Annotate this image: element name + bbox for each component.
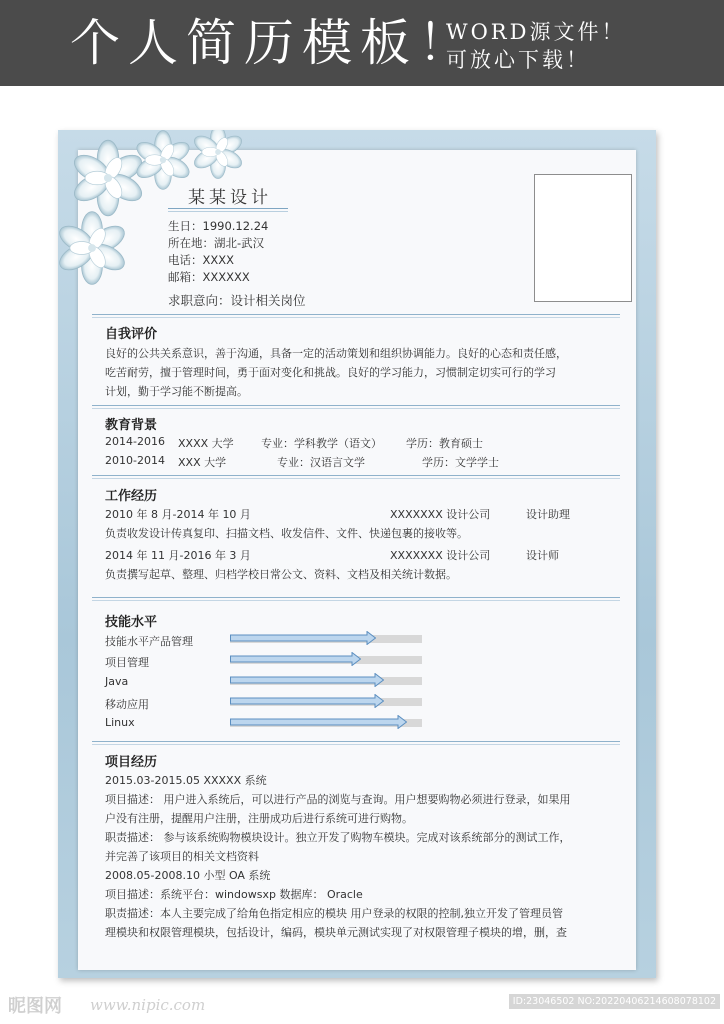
name-underline-2 [168, 211, 288, 212]
watermark-footer [0, 988, 724, 1024]
top-banner [0, 0, 724, 86]
skill-label: 移动应用 [105, 698, 149, 711]
photo-placeholder [534, 174, 632, 302]
divider [92, 317, 620, 318]
education-title: 教育背景 [105, 418, 158, 433]
phone: 电话：XXXX [168, 253, 235, 267]
divider [92, 405, 620, 406]
candidate-name: 某某设计 [188, 188, 272, 208]
self-eval-line: 计划，勤于学习能不断提高。 [105, 385, 248, 398]
job-period: 2014 年 11 月-2016 年 3 月 [105, 549, 251, 562]
job-company: XXXXXXX 设计公司 [390, 549, 491, 562]
self-eval-line: 良好的公共关系意识，善于沟通，具备一定的活动策划和组织协调能力。良好的心态和责任感， [105, 347, 567, 360]
location: 所在地：湖北-武汉 [168, 236, 265, 250]
divider [92, 408, 620, 409]
skill-label: Linux [105, 716, 135, 729]
edu-degree: 学历：文学学士 [422, 456, 499, 469]
name-underline [168, 208, 288, 209]
project-line: 职责描述：本人主要完成了给角色指定相应的模块 用户登录的权限的控制,独立开发了管理员管 [105, 907, 563, 920]
banner-subtitle [446, 18, 646, 74]
edu-period: 2010-2014 [105, 454, 165, 467]
projects-title: 项目经历 [105, 755, 158, 770]
project-line: 职责描述： 参与该系统购物模块设计。独立开发了购物车模块。完成对该系统部分的测试工作， [105, 831, 571, 844]
project-line: 2008.05-2008.10 小型 OA 系统 [105, 869, 271, 882]
edu-degree: 学历：教育硕士 [406, 437, 483, 450]
skill-bar [230, 652, 361, 666]
job-description: 负责撰写起草、整理、归档学校日常公文、资料、文档及相关统计数据。 [105, 568, 457, 581]
job-company: XXXXXXX 设计公司 [390, 508, 491, 521]
edu-school: XXXX 大学 [178, 437, 234, 450]
project-line: 并完善了该项目的相关文档资料 [105, 850, 259, 863]
divider [92, 600, 620, 601]
job-role: 设计师 [526, 549, 559, 562]
projects-text [105, 771, 617, 942]
divider [92, 597, 620, 598]
divider [92, 314, 620, 315]
job-description: 负责收发设计传真复印、扫描文档、收发信件、文件、快递包裹的接收等。 [105, 527, 468, 540]
project-line: 理模块和权限管理模块，包括设计，编码，模块单元测试实现了对权限管理子模块的增，删，查 [105, 926, 567, 939]
job-intent: 求职意向：设计相关岗位 [168, 293, 306, 308]
skill-label: 技能水平产品管理 [105, 635, 193, 648]
work-title: 工作经历 [105, 489, 158, 504]
personal-info [168, 218, 268, 286]
skill-label: 项目管理 [105, 656, 149, 669]
divider [92, 475, 620, 476]
edu-school: XXX 大学 [178, 456, 227, 469]
edu-period: 2014-2016 [105, 435, 165, 448]
birthday: 生日：1990.12.24 [168, 219, 269, 233]
skill-bar [230, 631, 376, 645]
watermark-logo: 昵图网 [8, 996, 62, 1017]
project-line: 2015.03-2015.05 XXXXX 系统 [105, 774, 267, 787]
project-line: 项目描述： 用户进入系统后，可以进行产品的浏览与查询。用户想要购物必须进行登录，如果用 [105, 793, 571, 806]
skill-bar [230, 673, 384, 687]
divider [92, 741, 620, 742]
divider [92, 478, 620, 479]
self-eval-line: 吃苦耐劳，擅于管理时间，勇于面对变化和挑战。良好的学习能力，习惯制定切实可行的学习 [105, 366, 556, 379]
skill-bar [230, 694, 384, 708]
job-role: 设计助理 [526, 508, 570, 521]
edu-major: 专业：汉语言文学 [277, 456, 365, 469]
edu-major: 专业：学科教学（语文） [261, 437, 382, 450]
divider [92, 744, 620, 745]
self-eval-text [105, 344, 617, 401]
skill-label: Java [105, 675, 129, 688]
skill-bar [230, 715, 407, 729]
self-eval-title: 自我评价 [105, 327, 158, 342]
project-line: 项目描述：系统平台：windowsxp 数据库： Oracle [105, 888, 363, 901]
job-period: 2010 年 8 月-2014 年 10 月 [105, 508, 251, 521]
skills-title: 技能水平 [105, 615, 158, 630]
email: 邮箱：XXXXXX [168, 270, 250, 284]
project-line: 户没有注册，提醒用户注册，注册成功后进行系统可进行购物。 [105, 812, 413, 825]
banner-subtitle-line1: WORD源文件！ [446, 20, 626, 44]
banner-subtitle-line2: 可放心下载！ [446, 48, 590, 72]
watermark-url: www.nipic.com [90, 996, 206, 1014]
watermark-id: ID:23046502 NO:20220406214608078102 [509, 994, 720, 1009]
banner-title: 个人简历模板！ [70, 14, 476, 72]
